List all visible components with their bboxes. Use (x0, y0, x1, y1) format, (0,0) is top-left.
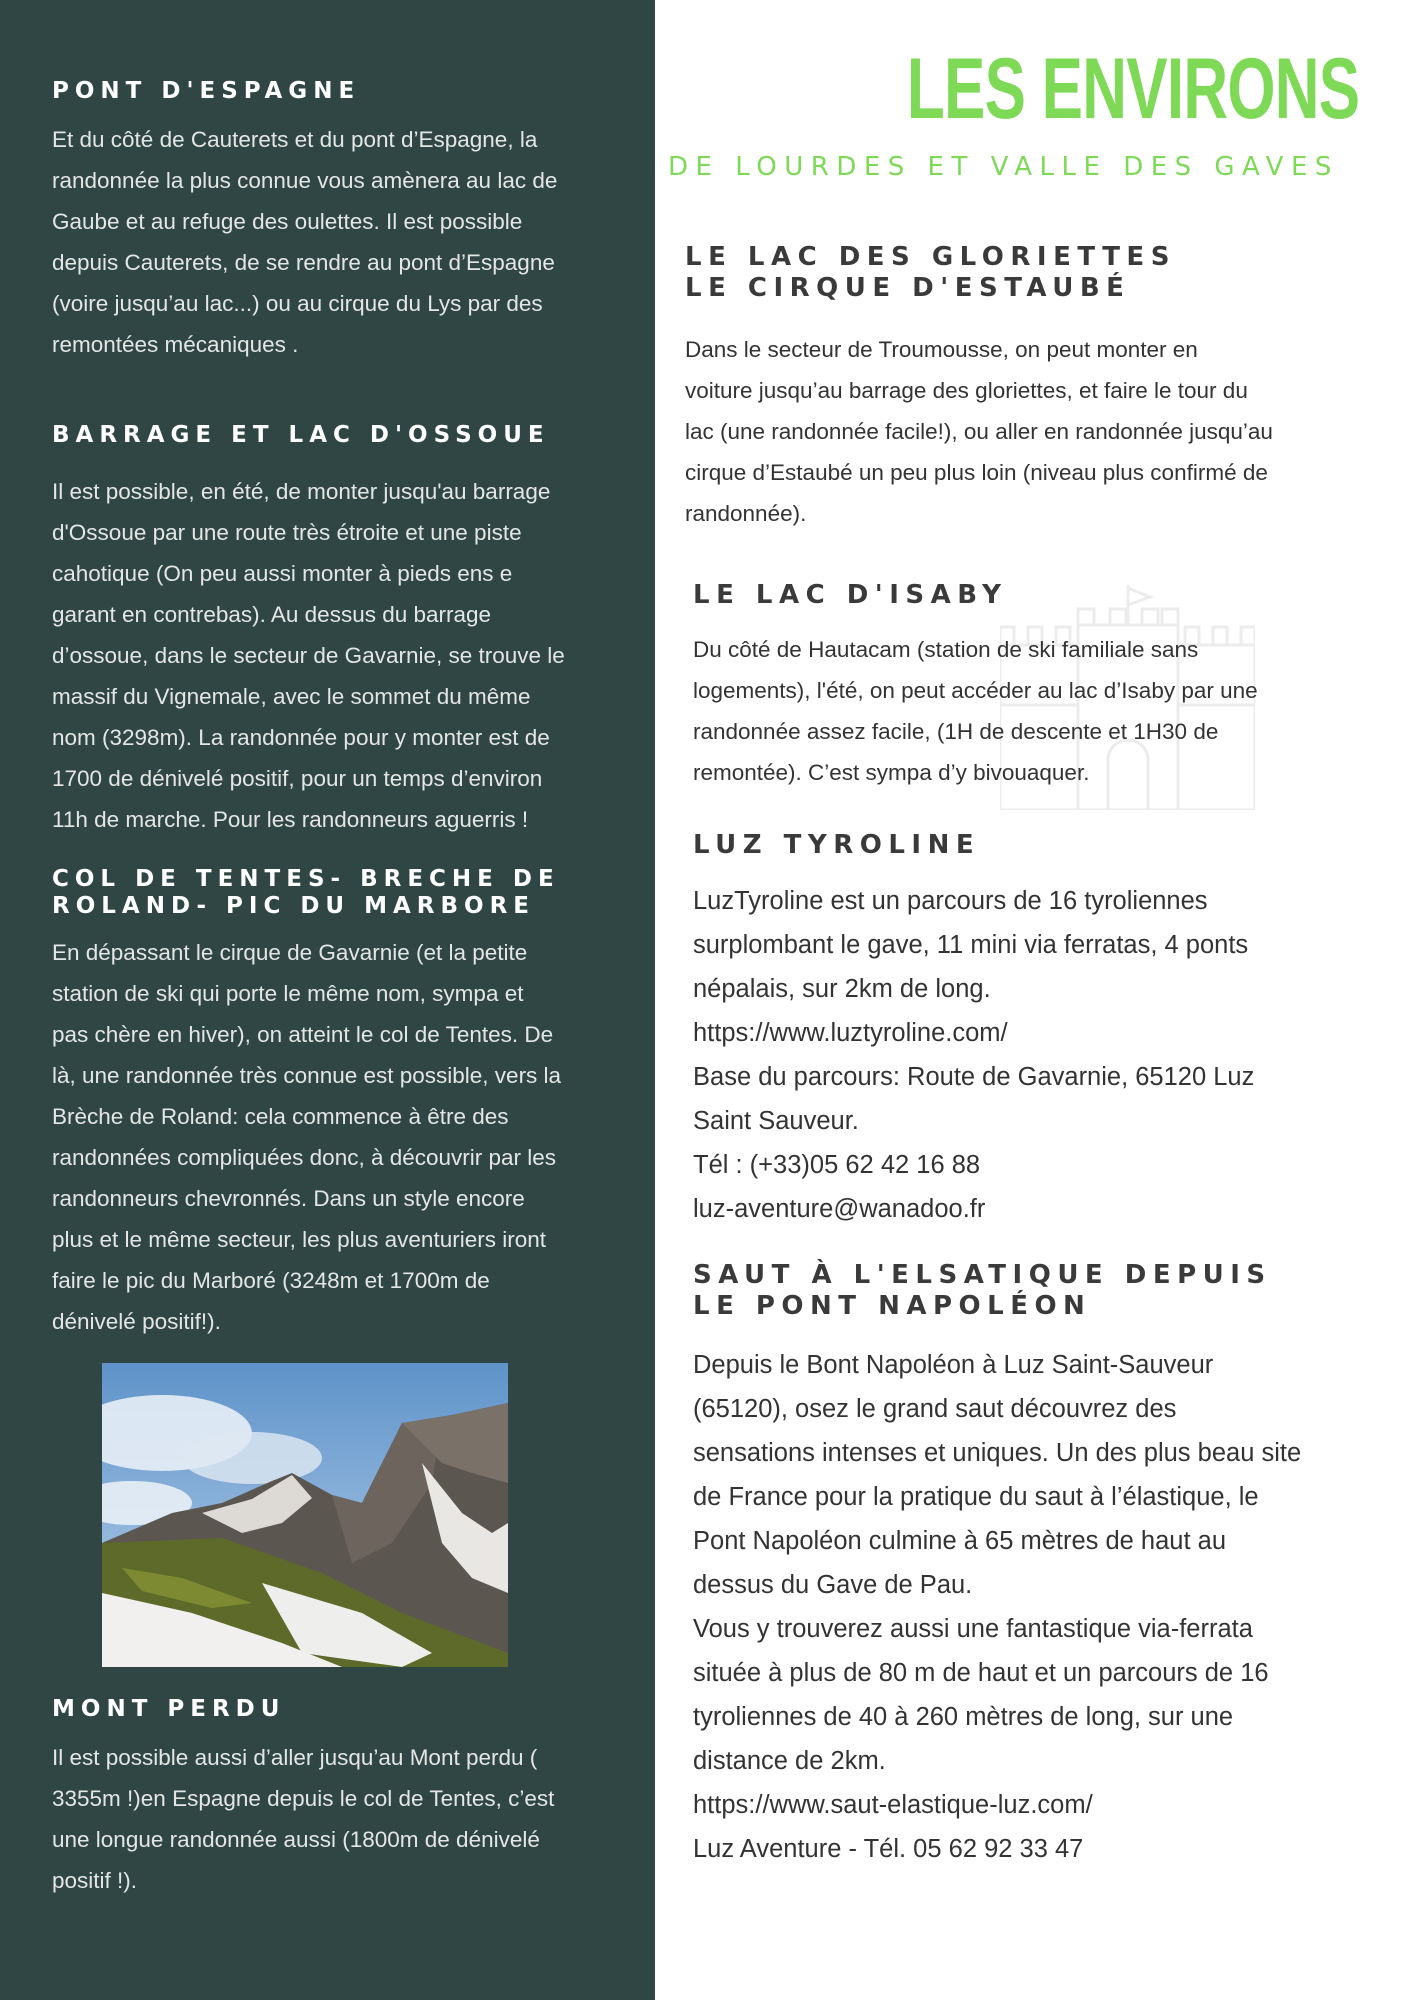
section-text: LuzTyroline est un parcours de 16 tyroliennes surplombant le gave, 11 mini via ferratas, 4 ponts népalais, sur 2km de long. https://www.luztyroline.com/ Base du parcours: Route de Gavarnie, 65120 Luz Saint Sauveur. Tél : (+33)05 62 42 16 88 luz-aventure@wanadoo.fr (693, 886, 1255, 1223)
section-heading (685, 242, 1375, 303)
section-barrage-ossoue (52, 422, 632, 840)
heading-line: ROLAND- PIC DU MARBORE (52, 893, 536, 920)
section-lac-isaby (693, 580, 1373, 793)
section-text: Dans le secteur de Troumousse, on peut monter en voiture jusqu’au barrage des gloriettes, et faire le tour du lac (une randonnée facile!), ou aller en randonnée jusqu’au cirque d’Estaubé un peu plus loin (niveau plus confirmé de randonnée). (685, 337, 1273, 527)
section-text: Depuis le Bont Napoléon à Luz Saint-Sauveur (65120), osez le grand saut découvrez des sensations intenses et uniques. Un des plus beau site de France pour la pratique du saut à l’élastique, le Pont Napoléon culmine à 65 mètres de haut au dessus du Gave de Pau. Vous y trouverez aussi une fantastique via-ferrata située à plus de 80 m de haut et un parcours de 16 tyroliennes de 40 à 260 mètres de long, sur une distance de 2km. https://www.saut-elastique-luz.com/ Luz Aventure - Tél. 05 62 92 33 47 (693, 1351, 1302, 1864)
section-col-de-tentes (52, 866, 632, 1342)
section-mont-perdu (52, 1696, 632, 1901)
section-heading: PONT D'ESPAGNE (52, 78, 361, 104)
section-heading (693, 1260, 1383, 1321)
heading-line: LE LAC DES GLORIETTES (685, 242, 1176, 272)
heading-line: LE CIRQUE D'ESTAUBÉ (685, 272, 1131, 303)
section-pont-espagne (52, 78, 632, 365)
section-text: Il est possible aussi d’aller jusqu’au Mont perdu ( 3355m !)en Espagne depuis le col de Tentes, c’est une longue randonnée aussi (1800m de dénivelé positif !). (52, 1745, 555, 1894)
section-luz-tyroline (693, 830, 1373, 1231)
section-text: Du côté de Hautacam (station de ski familiale sans logements), l'été, on peut accéder au lac d’Isaby par une randonnée assez facile, (1H de descente et 1H30 de remontée). C’est sympa d’y bivouaquer. (693, 636, 1258, 785)
heading-line: LE PONT NAPOLÉON (693, 1290, 1092, 1321)
section-heading (52, 866, 632, 920)
section-text: Il est possible, en été, de monter jusqu'au barrage d'Ossoue par une route très étroite et une piste cahotique (On peu aussi monter à pieds ens e garant en contrebas). Au dessus du barrage d’ossoue, dans le secteur de Gavarnie, se trouve le massif du Vignemale, avec le sommet du même nom (3298m). La randonnée pour y monter est de 1700 de dénivelé positif, pour un temps d’environ 11h de marche. Pour les randonneurs aguerris ! (52, 479, 565, 833)
section-heading: LUZ TYROLINE (693, 830, 981, 860)
page-title: LES ENVIRONS (906, 41, 1359, 137)
left-column (0, 0, 655, 2000)
heading-line: COL DE TENTES- BRECHE DE (52, 866, 560, 892)
section-text: Et du côté de Cauterets et du pont d’Espagne, la randonnée la plus connue vous amènera au lac de Gaube et au refuge des oulettes. Il est possible depuis Cauterets, de se rendre au pont d’Espagne (voire jusqu’au lac...) ou au cirque du Lys par des remontées mécaniques . (52, 127, 558, 358)
section-lac-gloriettes (685, 242, 1375, 534)
mountain-photo (102, 1363, 508, 1667)
section-heading: LE LAC D'ISABY (693, 580, 1008, 610)
heading-line: SAUT À L'ELSATIQUE DEPUIS (693, 1260, 1272, 1290)
page-subtitle: DE LOURDES ET VALLE DES GAVES (668, 152, 1339, 182)
section-saut-elastique (693, 1260, 1383, 1871)
section-heading: MONT PERDU (52, 1696, 286, 1722)
section-text: En dépassant le cirque de Gavarnie (et la petite station de ski qui porte le même nom, sympa et pas chère en hiver), on atteint le col de Tentes. De là, une randonnée très connue est possible, vers la Brèche de Roland: cela commence à être des randonnées compliquées donc, à découvrir par les randonneurs chevronnés. Dans un style encore plus et le même secteur, les plus aventuriers iront faire le pic du Marboré (3248m et 1700m de dénivelé positif!). (52, 940, 562, 1335)
section-heading: BARRAGE ET LAC D'OSSOUE (52, 422, 550, 448)
